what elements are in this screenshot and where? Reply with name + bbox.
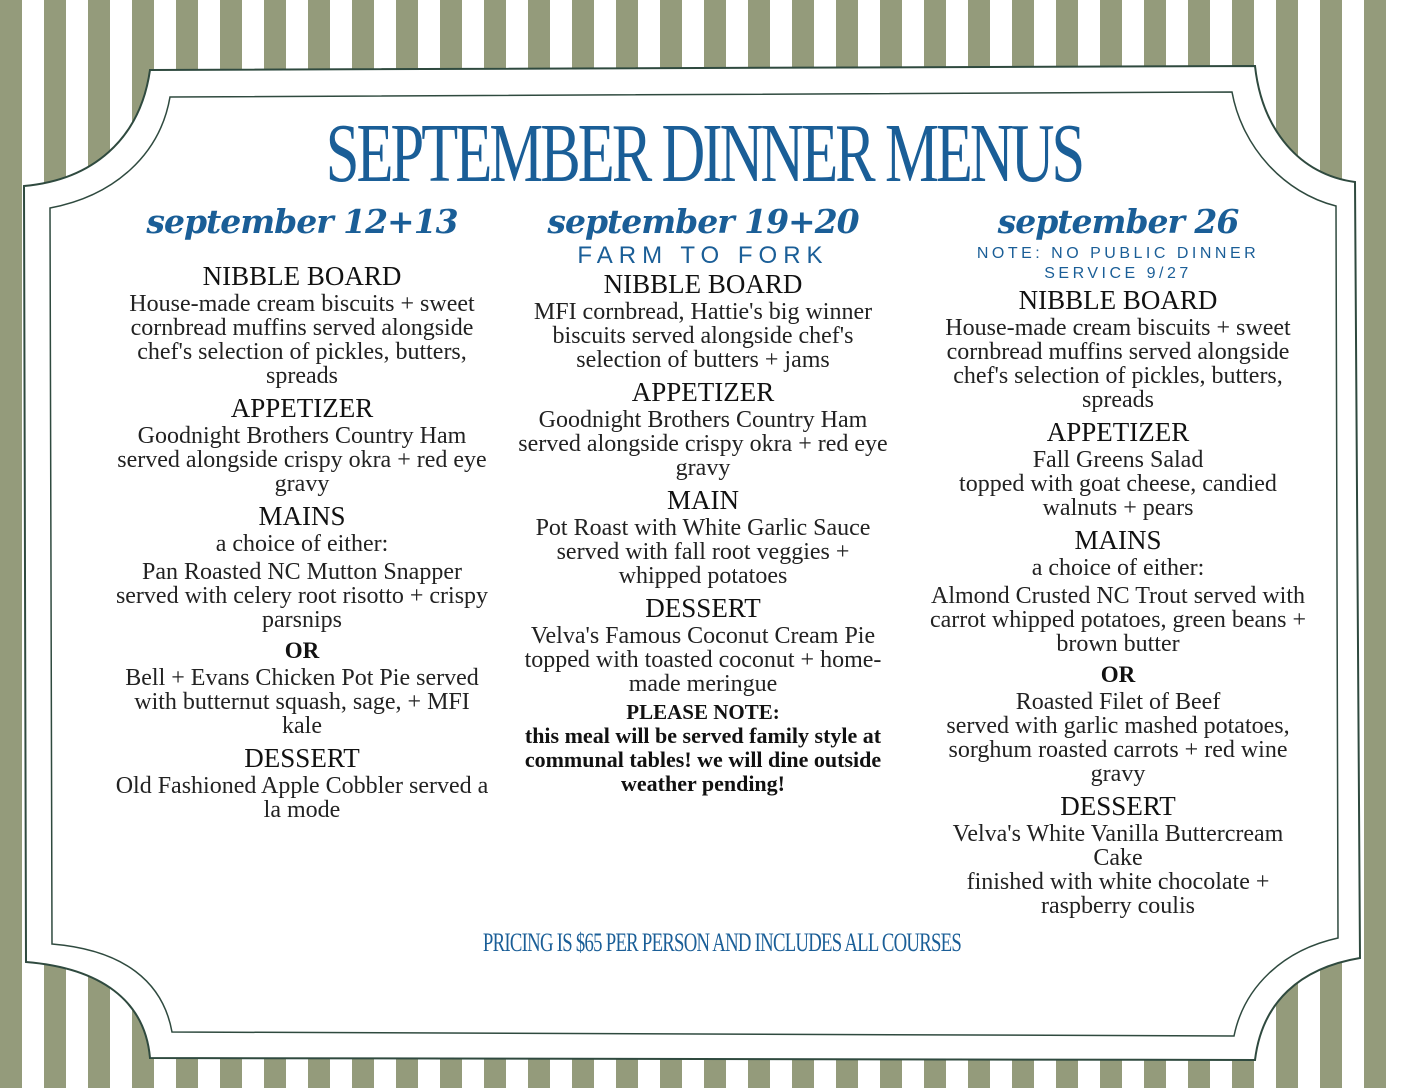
menu-date: september 26 <box>997 202 1239 241</box>
please-note-text: this meal will be served family style at communal tables! we will dine outside weather pending! <box>524 723 882 796</box>
service-note: NOTE: NO PUBLIC DINNER SERVICE 9/27 <box>976 245 1260 282</box>
dessert-text: Old Fashioned Apple Cobbler served a la mode <box>115 773 489 823</box>
dessert-name: Velva's White Vanilla Buttercream Cake <box>952 821 1284 871</box>
nibble-board-text: MFI cornbread, Hattie's big winner biscuits served alongside chef's selection of butters + jams <box>533 299 873 373</box>
appetizer-text: Goodnight Brothers Country Ham served alongside crispy okra + red eye gravy <box>117 423 487 497</box>
main-name: Pot Roast with White Garlic Sauce <box>535 515 871 541</box>
nibble-board-heading: NIBBLE BOARD <box>202 261 402 291</box>
main-option-1-name: Pan Roasted NC Mutton Snapper <box>142 559 462 585</box>
main-heading: MAIN <box>667 485 739 515</box>
dessert-name: Velva's Famous Coconut Cream Pie <box>530 623 876 649</box>
dessert-desc: finished with white chocolate + raspberry coulis <box>966 869 1270 919</box>
mains-heading: MAINS <box>1074 525 1162 555</box>
menu-subtitle: FARM TO FORK <box>577 242 829 269</box>
mains-choice-text: a choice of either: <box>1031 555 1205 581</box>
menu-column-sept-12-13 <box>112 200 492 826</box>
page-title: SEPTEMBER DINNER MENUS <box>325 107 1083 200</box>
please-note-heading: PLEASE NOTE: <box>626 700 780 724</box>
or-separator: OR <box>284 638 320 663</box>
menu-column-sept-19-20 <box>513 200 893 796</box>
dessert-desc: topped with toasted coconut + home-made meringue <box>524 647 882 697</box>
main-option-2-desc: served with garlic mashed potatoes, sorghum roasted carrots + red wine gravy <box>946 713 1290 787</box>
appetizer-text: Goodnight Brothers Country Ham served alongside crispy okra + red eye gravy <box>518 407 888 481</box>
main-option-1-text: Almond Crusted NC Trout served with carrot whipped potatoes, green beans + brown butter <box>929 583 1307 657</box>
mains-heading: MAINS <box>258 501 346 531</box>
main-option-2-text: Bell + Evans Chicken Pot Pie served with butternut squash, sage, + MFI kale <box>125 665 479 739</box>
menu-date: september 12+13 <box>146 202 458 241</box>
dessert-heading: DESSERT <box>244 743 360 773</box>
menu-date: september 19+20 <box>547 202 859 241</box>
nibble-board-text: House-made cream biscuits + sweet cornbread muffins served alongside chef's selection of pickles, butters, spreads <box>945 315 1291 413</box>
mains-choice-text: a choice of either: <box>215 531 389 557</box>
main-desc: served with fall root veggies + whipped potatoes <box>556 539 850 589</box>
nibble-board-heading: NIBBLE BOARD <box>603 269 803 299</box>
dessert-heading: DESSERT <box>645 593 761 623</box>
main-option-2-name: Roasted Filet of Beef <box>1015 689 1221 715</box>
appetizer-desc: topped with goat cheese, candied walnuts + pears <box>959 471 1277 521</box>
appetizer-heading: APPETIZER <box>230 393 374 423</box>
pricing-note: PRICING IS $65 PER PERSON AND INCLUDES ALL COURSES <box>482 928 962 957</box>
main-option-1-desc: served with celery root risotto + crispy parsnips <box>115 583 489 633</box>
nibble-board-heading: NIBBLE BOARD <box>1018 285 1218 315</box>
appetizer-heading: APPETIZER <box>631 377 775 407</box>
appetizer-name: Fall Greens Salad <box>1032 447 1204 473</box>
menu-column-sept-26 <box>928 200 1308 922</box>
dessert-heading: DESSERT <box>1060 791 1176 821</box>
or-separator: OR <box>1100 662 1136 687</box>
nibble-board-text: House-made cream biscuits + sweet cornbread muffins served alongside chef's selection of pickles, butters, spreads <box>129 291 475 389</box>
appetizer-heading: APPETIZER <box>1046 417 1190 447</box>
